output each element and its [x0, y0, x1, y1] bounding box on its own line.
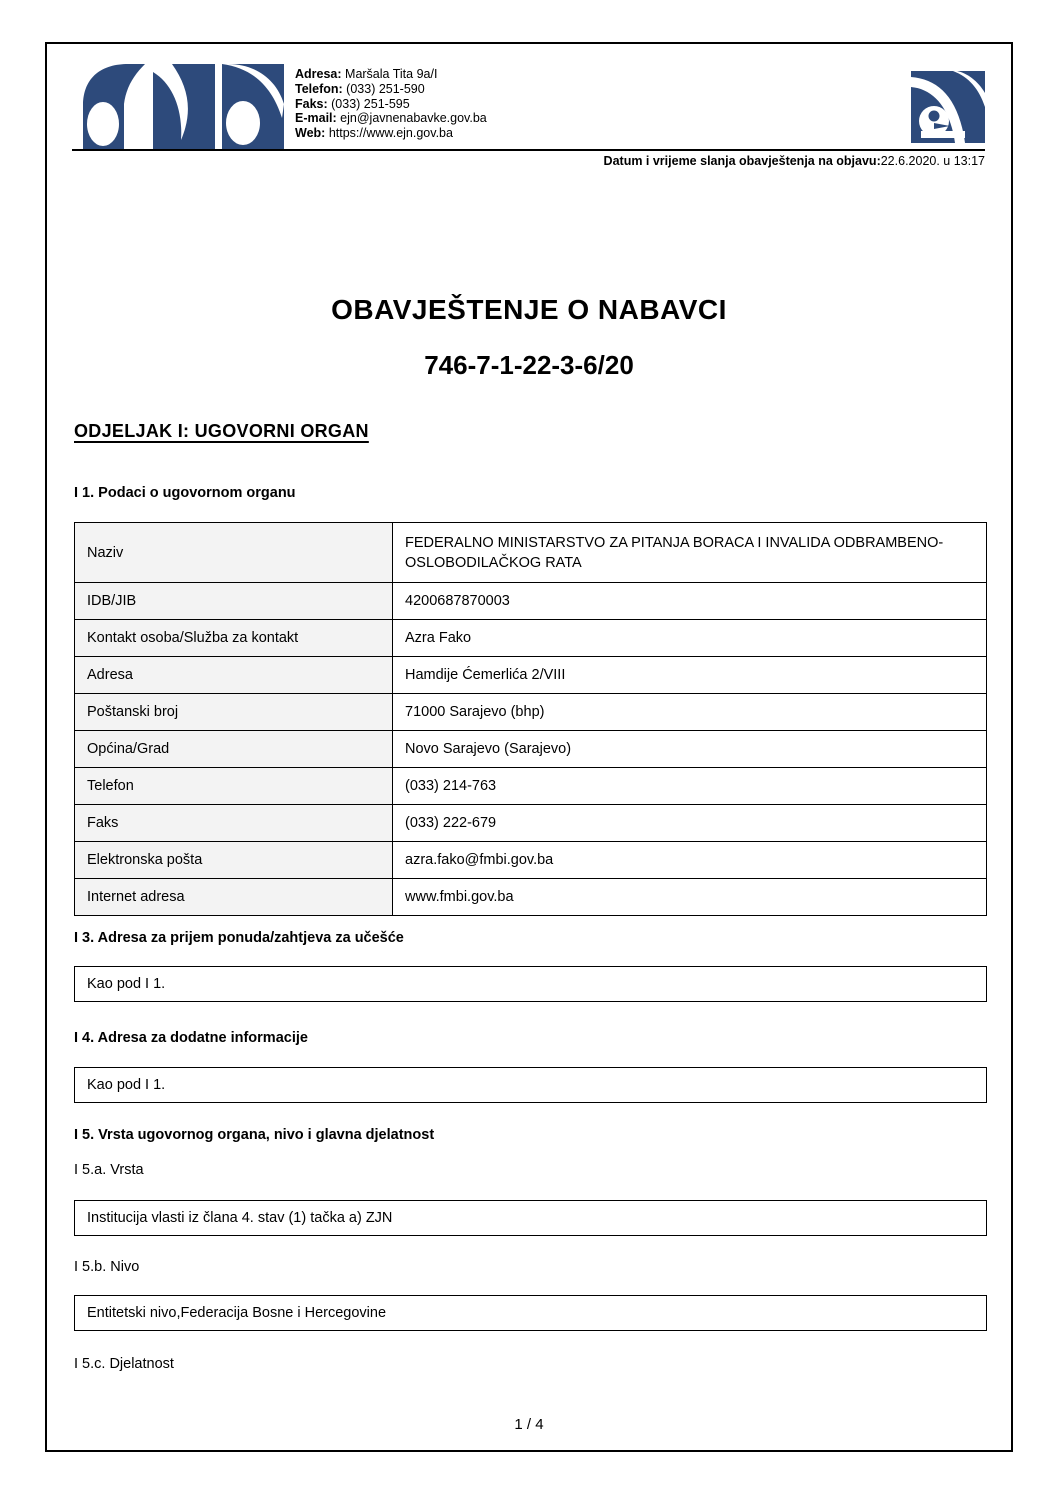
row-label: Općina/Grad: [75, 731, 393, 768]
document-title: OBAVJEŠTENJE O NABAVCI: [331, 294, 727, 325]
contact-value: (033) 251-590: [346, 81, 425, 96]
publish-datetime: [604, 154, 985, 168]
subsection-title-i5b: I 5.b. Nivo: [74, 1259, 140, 1275]
row-label: Naziv: [75, 523, 393, 583]
subsection-title-i5c: I 5.c. Djelatnost: [74, 1356, 174, 1372]
contact-value: (033) 251-595: [331, 96, 410, 111]
contact-line-telefon: [295, 82, 487, 97]
contact-value: ejn@javnenabavke.gov.ba: [340, 111, 487, 126]
row-value: 71000 Sarajevo (bhp): [393, 694, 987, 731]
contact-value: https://www.ejn.gov.ba: [328, 126, 453, 141]
contracting-authority-table: [74, 522, 987, 916]
contact-value: Maršala Tita 9a/I: [345, 67, 438, 81]
agency-contact-block: [295, 67, 487, 141]
page-frame: [45, 42, 1013, 1452]
row-label: Adresa: [75, 657, 393, 694]
ejn-logo-tile-1: [83, 64, 145, 150]
row-value: (033) 222-679: [393, 805, 987, 842]
contact-label: Web:: [295, 126, 326, 141]
subsection-title-i4: I 4. Adresa za dodatne informacije: [74, 1030, 308, 1046]
publish-datetime-value: 22.6.2020. u 13:17: [880, 154, 985, 168]
value-box-text: Entitetski nivo,Federacija Bosne i Hercegovine: [87, 1305, 387, 1321]
table-row: [75, 842, 987, 879]
ejn-logo-tile-3: [222, 64, 284, 150]
row-value: Azra Fako: [393, 620, 987, 657]
row-label: Elektronska pošta: [75, 842, 393, 879]
publish-datetime-label: Datum i vrijeme slanja obavještenja na objavu:: [603, 154, 881, 168]
ejn-logo-tile-2: [153, 64, 215, 150]
row-label: Kontakt osoba/Služba za kontakt: [75, 620, 393, 657]
value-box-i3: [74, 966, 987, 1002]
table-row: [75, 731, 987, 768]
contact-label: Faks:: [295, 96, 328, 111]
row-value: Hamdije Ćemerlića 2/VIII: [393, 657, 987, 694]
row-value: azra.fako@fmbi.gov.ba: [393, 842, 987, 879]
table-row: [75, 583, 987, 620]
row-value: www.fmbi.gov.ba: [393, 879, 987, 916]
row-label: Poštanski broj: [75, 694, 393, 731]
table-row: [75, 657, 987, 694]
table-row: [75, 694, 987, 731]
row-label: Faks: [75, 805, 393, 842]
table-row: [75, 879, 987, 916]
subsection-title-i5a: I 5.a. Vrsta: [74, 1162, 144, 1178]
contact-line-adresa: [295, 67, 487, 82]
value-box-text: Kao pod I 1.: [87, 976, 166, 992]
table-row: [75, 620, 987, 657]
row-value: FEDERALNO MINISTARSTVO ZA PITANJA BORACA I INVALIDA ODBRAMBENO-OSLOBODILAČKOG RATA: [393, 523, 987, 583]
value-box-i5a: [74, 1200, 987, 1236]
page-number: 1 / 4: [514, 1416, 544, 1433]
row-value: Novo Sarajevo (Sarajevo): [393, 731, 987, 768]
contact-line-faks: [295, 97, 487, 112]
ejn-agency-logo-icon: [83, 64, 284, 150]
header-divider: [72, 149, 985, 151]
contact-line-email: [295, 111, 487, 126]
ejn-emblem-icon: [911, 71, 985, 143]
subsection-title-i3: I 3. Adresa za prijem ponuda/zahtjeva za učešće: [74, 930, 404, 946]
value-box-text: Institucija vlasti iz člana 4. stav (1) tačka a) ZJN: [87, 1210, 393, 1226]
table-row: [75, 805, 987, 842]
row-value: (033) 214-763: [393, 768, 987, 805]
row-label: Internet adresa: [75, 879, 393, 916]
contact-label: Telefon:: [295, 81, 343, 96]
value-box-i5b: [74, 1295, 987, 1331]
contact-label: E-mail:: [295, 111, 337, 126]
table-row: [75, 523, 987, 583]
contact-line-web: [295, 126, 487, 141]
subsection-title-i1: I 1. Podaci o ugovornom organu: [74, 485, 296, 501]
row-value: 4200687870003: [393, 583, 987, 620]
subsection-title-i5: I 5. Vrsta ugovornog organa, nivo i glavna djelatnost: [74, 1127, 435, 1143]
row-label: Telefon: [75, 768, 393, 805]
table-row: [75, 768, 987, 805]
section-heading-odjeljak-i: ODJELJAK I: UGOVORNI ORGAN: [74, 421, 369, 441]
notice-number: 746-7-1-22-3-6/20: [424, 350, 634, 380]
value-box-text: Kao pod I 1.: [87, 1077, 166, 1093]
value-box-i4: [74, 1067, 987, 1103]
row-label: IDB/JIB: [75, 583, 393, 620]
contact-label: Adresa:: [295, 67, 342, 81]
